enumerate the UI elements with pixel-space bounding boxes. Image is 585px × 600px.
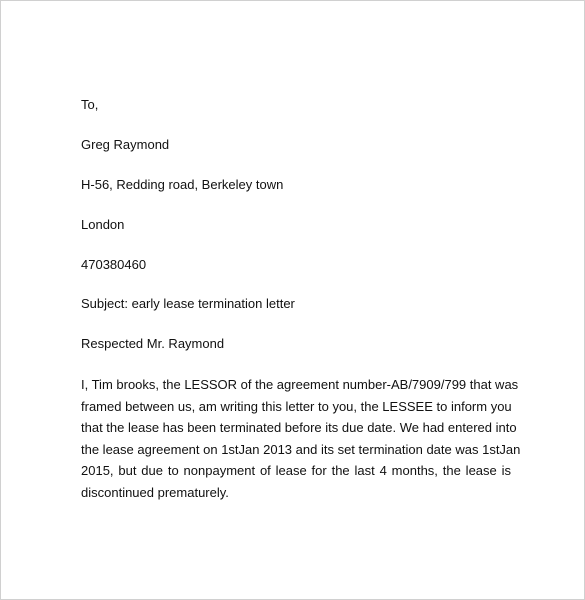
to-line: To, <box>81 97 99 112</box>
body-line: that the lease has been terminated before its due date. We had entered into <box>81 420 517 436</box>
body-line: framed between us, am writing this letter to you, the LESSEE to inform you <box>81 398 512 414</box>
body-line: discontinued prematurely. <box>81 484 229 500</box>
body-paragraph <box>81 374 521 504</box>
body-line: 2015, but due to nonpayment of lease for the last 4 months, the lease is <box>81 463 511 479</box>
recipient-phone: 470380460 <box>81 257 147 272</box>
salutation: Respected Mr. Raymond <box>81 336 225 351</box>
body-line: I, Tim brooks, the LESSOR of the agreement number-AB/7909/799 that was <box>81 377 519 392</box>
recipient-name: Greg Raymond <box>81 137 170 152</box>
recipient-city: London <box>81 217 125 232</box>
subject-line: Subject: early lease termination letter <box>81 296 295 311</box>
body-line: the lease agreement on 1stJan 2013 and its set termination date was 1stJan <box>81 441 521 457</box>
recipient-address: H-56, Redding road, Berkeley town <box>81 177 284 192</box>
